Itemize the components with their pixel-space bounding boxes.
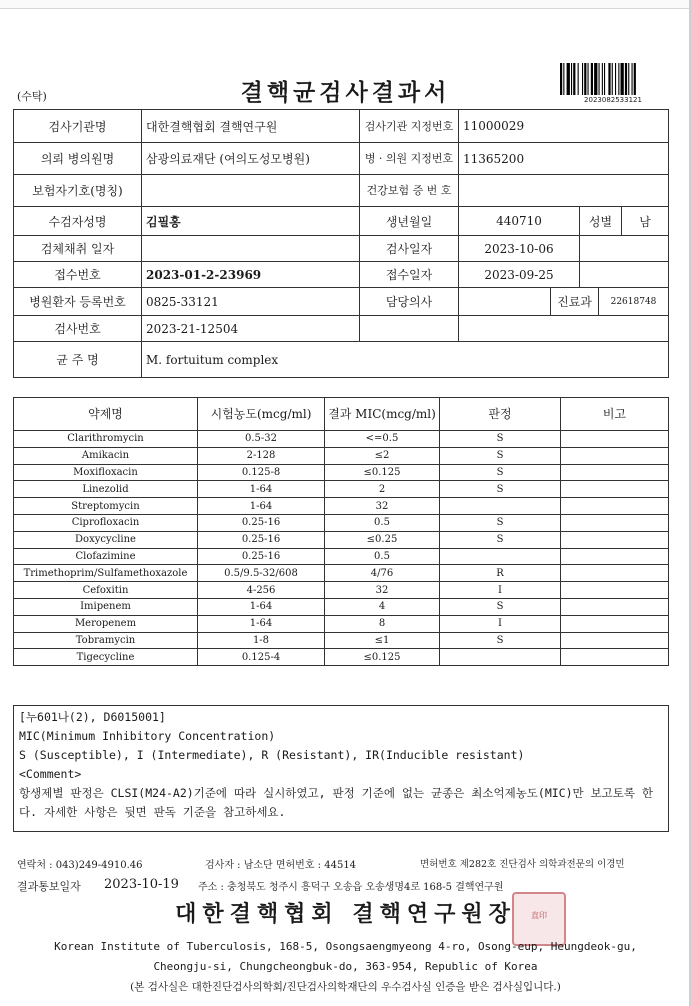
drug-name: Amikacin <box>14 447 198 464</box>
drug-remark <box>561 447 669 464</box>
drug-mic: 2 <box>325 481 440 498</box>
drug-name: Clarithromycin <box>14 431 198 448</box>
exam-no-value: 2023-21-12504 <box>142 316 360 342</box>
drug-name: Meropenem <box>14 615 198 632</box>
drug-remark <box>561 565 669 582</box>
barcode-number: 2023082533121 <box>584 96 642 104</box>
header-interp: 판정 <box>440 398 561 431</box>
address-en-line2: Cheongju-si, Chungcheongbuk-do, 363-954, Republic of Korea <box>153 960 538 973</box>
sex-value: 남 <box>622 207 669 236</box>
drug-mic: 8 <box>325 615 440 632</box>
drug-mic: ≤0.125 <box>325 649 440 666</box>
receipt-date-value: 2023-09-25 <box>459 262 580 288</box>
drug-range: 0.5/9.5-32/608 <box>198 565 325 582</box>
drug-interp: S <box>440 481 561 498</box>
insurance-value <box>142 175 360 207</box>
drug-mic: ≤1 <box>325 632 440 649</box>
drug-mic: ≤2 <box>325 447 440 464</box>
drug-remark <box>561 481 669 498</box>
drug-mic: ≤0.125 <box>325 464 440 481</box>
health-card-label: 건강보험 증 번 호 <box>360 175 459 207</box>
drug-interp: S <box>440 531 561 548</box>
drug-range: 0.125-8 <box>198 464 325 481</box>
examiner-info: 검사자 : 남소단 면허번호 : 44514 <box>205 860 357 871</box>
table-row <box>14 565 669 582</box>
hospital-label: 의뢰 병의원명 <box>14 143 142 175</box>
drug-remark <box>561 632 669 649</box>
address-kr: 주소 : 충청북도 청주시 흥덕구 오송읍 오송생명4로 168-5 결핵연구원 <box>198 882 504 893</box>
dept-value: 22618748 <box>599 288 669 316</box>
hospital-value: 삼광의료재단 (여의도성모병원) <box>142 143 360 175</box>
drug-name: Trimethoprim/Sulfamethoxazole <box>14 565 198 582</box>
drug-mic: 4 <box>325 598 440 615</box>
drug-interp: S <box>440 632 561 649</box>
contact-phone: 연락처 : 043)249-4910.46 <box>17 860 143 871</box>
collect-label: 검체채취 일자 <box>14 236 142 262</box>
drug-interp: I <box>440 582 561 599</box>
drug-interp <box>440 548 561 565</box>
drug-mic: 4/76 <box>325 565 440 582</box>
reg-label: 병원환자 등록번호 <box>14 288 142 316</box>
drug-remark <box>561 649 669 666</box>
barcode <box>560 63 666 95</box>
drug-name: Streptomycin <box>14 498 198 515</box>
drug-remark <box>561 464 669 481</box>
drug-interp: S <box>440 447 561 464</box>
table-row <box>14 447 669 464</box>
drug-range: 0.25-16 <box>198 531 325 548</box>
table-row <box>14 632 669 649</box>
birth-value: 440710 <box>459 207 580 236</box>
hospital-code-value: 11365200 <box>459 143 669 175</box>
drug-name: Cefoxitin <box>14 582 198 599</box>
drug-remark <box>561 431 669 448</box>
certification-note: (본 검사실은 대한진단검사의학회/진단검사의학재단의 우수검사실 인증을 받은 검사실입니다.) <box>130 981 561 993</box>
drug-mic: 0.5 <box>325 514 440 531</box>
blank-cell <box>360 316 459 342</box>
drug-interp: I <box>440 615 561 632</box>
table-row <box>14 431 669 448</box>
header-remark: 비고 <box>561 398 669 431</box>
header-mic: 결과 MIC(mcg/ml) <box>325 398 440 431</box>
table-row <box>14 598 669 615</box>
info-table-middle <box>13 235 669 288</box>
blank-cell <box>459 316 669 342</box>
table-row <box>14 514 669 531</box>
notes-box <box>13 705 669 832</box>
test-date-value: 2023-10-06 <box>459 236 580 262</box>
copy-label: (수탁) <box>17 90 47 103</box>
drug-interp <box>440 498 561 515</box>
info-table-top <box>13 109 669 207</box>
lab-value: 대한결핵협회 결핵연구원 <box>142 110 360 143</box>
exam-no-label: 검사번호 <box>14 316 142 342</box>
drug-name: Tigecycline <box>14 649 198 666</box>
table-row <box>14 498 669 515</box>
notes-comment-text: 항생제별 판정은 CLSI(M24-A2)기준에 따라 실시하였고, 판정 기준에 없는 균종은 최소억제농도(MIC)만 보고토록 한다. 자세한 사항은 뒷면 판독 기준을 참고하세요. <box>19 786 654 819</box>
receipt-label: 접수번호 <box>14 262 142 288</box>
drug-range: 1-64 <box>198 498 325 515</box>
strain-label: 균 주 명 <box>14 342 142 378</box>
drug-remark <box>561 498 669 515</box>
reg-row <box>13 287 669 316</box>
info-table-bottom <box>13 315 669 378</box>
blank-cell <box>580 236 669 262</box>
institute-name: 대한결핵협회 결핵연구원장 <box>175 901 516 927</box>
table-row <box>14 548 669 565</box>
drug-mic: <=0.5 <box>325 431 440 448</box>
drug-interp: S <box>440 464 561 481</box>
drug-table <box>13 397 669 666</box>
notes-code: [누601나(2), D6015001] <box>19 710 166 724</box>
drug-interp: S <box>440 598 561 615</box>
hospital-code-label: 병 · 의원 지정번호 <box>360 143 459 175</box>
header-drug: 약제명 <box>14 398 198 431</box>
dept-label: 진료과 <box>551 288 599 316</box>
drug-range: 0.5-32 <box>198 431 325 448</box>
lab-code-label: 검사기관 지정번호 <box>360 110 459 143</box>
notes-comment-heading: <Comment> <box>19 767 82 781</box>
lab-label: 검사기관명 <box>14 110 142 143</box>
window-top-edge <box>0 0 691 9</box>
table-row <box>14 615 669 632</box>
blank-cell <box>580 262 669 288</box>
drug-remark <box>561 598 669 615</box>
drug-remark <box>561 548 669 565</box>
table-row <box>14 464 669 481</box>
notify-date: 2023-10-19 <box>104 877 179 892</box>
patient-row <box>13 206 669 236</box>
drug-mic: 0.5 <box>325 548 440 565</box>
notes-legend: S (Susceptible), I (Intermediate), R (Resistant), IR(Inducible resistant) <box>19 748 525 762</box>
drug-name: Tobramycin <box>14 632 198 649</box>
drug-interp: S <box>440 431 561 448</box>
drug-name: Moxifloxacin <box>14 464 198 481</box>
drug-name: Imipenem <box>14 598 198 615</box>
drug-name: Doxycycline <box>14 531 198 548</box>
official-seal: 直印 <box>512 892 566 946</box>
lab-code-value: 11000029 <box>459 110 669 143</box>
address-en-line1: Korean Institute of Tuberculosis, 168-5, Osongsaengmyeong 4-ro, Osong-eup, Heungdeok-gu, <box>54 940 637 953</box>
table-row <box>14 531 669 548</box>
test-date-label: 검사일자 <box>360 236 459 262</box>
drug-mic: 32 <box>325 498 440 515</box>
patient-value: 김필홍 <box>142 207 360 236</box>
health-card-value <box>459 175 669 207</box>
doctor-value <box>459 288 551 316</box>
drug-name: Ciprofloxacin <box>14 514 198 531</box>
drug-interp: R <box>440 565 561 582</box>
drug-range: 1-64 <box>198 481 325 498</box>
drug-interp <box>440 649 561 666</box>
drug-name: Linezolid <box>14 481 198 498</box>
drug-remark <box>561 531 669 548</box>
drug-range: 0.25-16 <box>198 548 325 565</box>
doctor-label: 담당의사 <box>360 288 459 316</box>
birth-label: 생년월일 <box>360 207 459 236</box>
drug-range: 4-256 <box>198 582 325 599</box>
drug-interp: S <box>440 514 561 531</box>
patient-label: 수검자성명 <box>14 207 142 236</box>
drug-name: Clofazimine <box>14 548 198 565</box>
drug-range: 0.125-4 <box>198 649 325 666</box>
strain-value: M. fortuitum complex <box>142 342 669 378</box>
drug-remark <box>561 582 669 599</box>
drug-range: 0.25-16 <box>198 514 325 531</box>
drug-range: 1-8 <box>198 632 325 649</box>
drug-mic: ≤0.25 <box>325 531 440 548</box>
drug-range: 1-64 <box>198 598 325 615</box>
physician-license: 면허번호 제282호 진단검사 의학과전문의 이경민 <box>420 859 625 870</box>
document-title: 결핵균검사결과서 <box>240 79 451 106</box>
drug-mic: 32 <box>325 582 440 599</box>
header-range: 시험농도(mcg/ml) <box>198 398 325 431</box>
table-row <box>14 582 669 599</box>
drug-range: 1-64 <box>198 615 325 632</box>
table-row <box>14 481 669 498</box>
notes-mic-definition: MIC(Minimum Inhibitory Concentration) <box>19 729 276 743</box>
collect-value <box>142 236 360 262</box>
insurance-label: 보험자기호(명칭) <box>14 175 142 207</box>
receipt-date-label: 접수일자 <box>360 262 459 288</box>
drug-remark <box>561 514 669 531</box>
receipt-value: 2023-01-2-23969 <box>142 262 360 288</box>
table-row <box>14 649 669 666</box>
notify-label: 결과통보일자 <box>17 880 81 893</box>
sex-label: 성별 <box>580 207 622 236</box>
drug-remark <box>561 615 669 632</box>
reg-value: 0825-33121 <box>142 288 360 316</box>
drug-range: 2-128 <box>198 447 325 464</box>
